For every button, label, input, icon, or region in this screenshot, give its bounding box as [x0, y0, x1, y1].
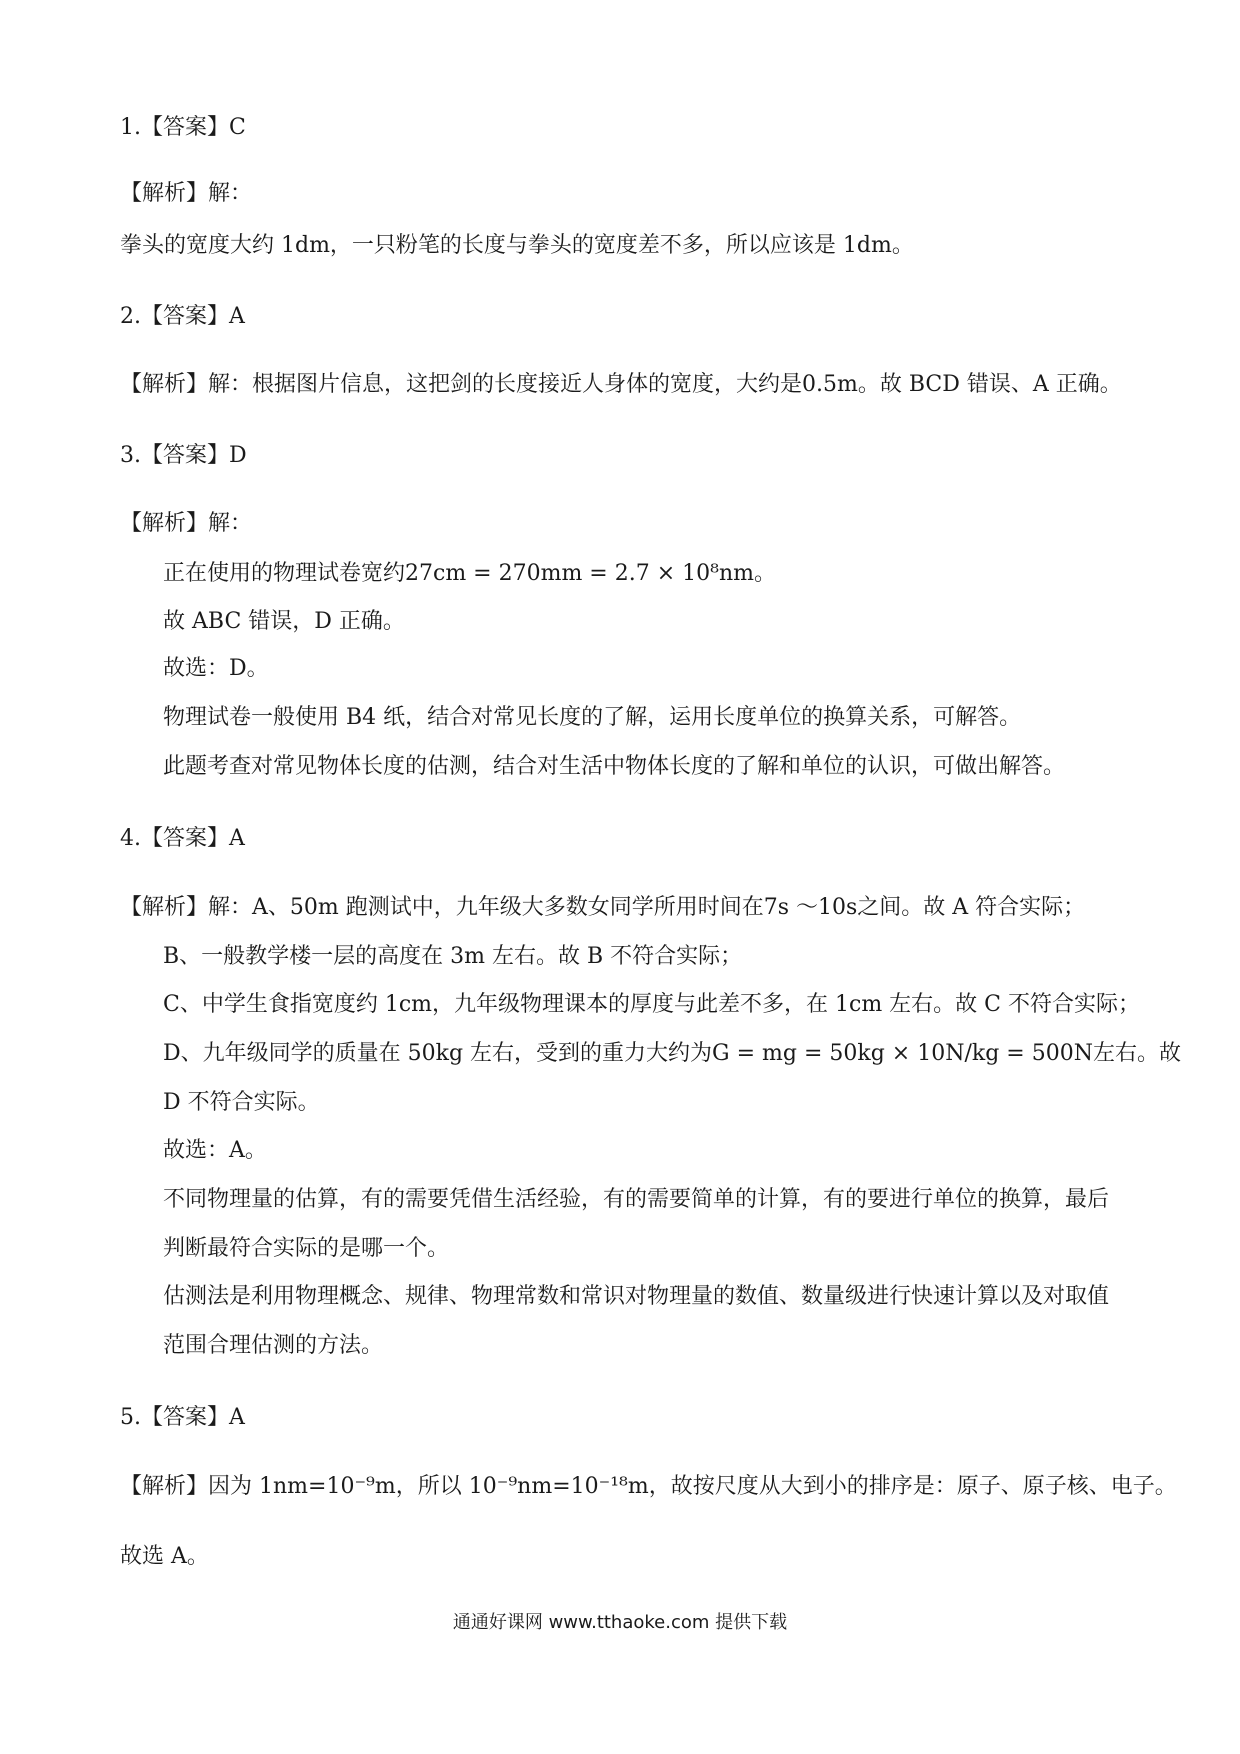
q3-analysis-line: 故选：D。	[163, 656, 269, 681]
q4-analysis-line: C、中学生食指宽度约 1cm，九年级物理课本的厚度与此差不多，在 1cm 左右。故 C 不符合实际；	[163, 992, 1140, 1017]
q3-analysis-line: 物理试卷一般使用 B4 纸，结合对常见长度的了解，运用长度单位的换算关系，可解答。	[163, 705, 1022, 730]
page-footer: 通通好课网 www.tthaoke.com 提供下载	[452, 1612, 788, 1633]
q4-analysis-line: 故选：A。	[163, 1138, 267, 1163]
q4-analysis-line: D 不符合实际。	[163, 1090, 320, 1115]
q1-analysis-head: 【解析】解：	[120, 181, 253, 206]
q1-answer: 1.【答案】C	[120, 115, 246, 140]
q1-analysis-line: 拳头的宽度大约 1dm，一只粉笔的长度与拳头的宽度差不多，所以应该是 1dm。	[120, 233, 914, 258]
q4-analysis-line: 不同物理量的估算，有的需要凭借生活经验，有的需要简单的计算，有的要进行单位的换算，最后	[163, 1187, 1110, 1212]
q4-analysis-line: 范围合理估测的方法。	[163, 1333, 384, 1358]
q5-answer: 5.【答案】A	[120, 1405, 245, 1430]
q3-analysis-line: 正在使用的物理试卷宽约27cm = 270mm = 2.7 × 10⁸nm。	[163, 561, 776, 586]
q5-analysis-line: 故选 A。	[120, 1544, 209, 1569]
q2-answer: 2.【答案】A	[120, 304, 245, 329]
q4-analysis-line: 判断最符合实际的是哪一个。	[163, 1236, 450, 1261]
q4-analysis-line: 估测法是利用物理概念、规律、物理常数和常识对物理量的数值、数量级进行快速计算以及对取值	[163, 1284, 1110, 1309]
q2-analysis-line: 【解析】解：根据图片信息，这把剑的长度接近人身体的宽度，大约是0.5m。故 BCD 错误、A 正确。	[120, 372, 1122, 397]
q4-answer: 4.【答案】A	[120, 826, 245, 851]
q5-analysis-line: 【解析】因为 1nm=10⁻⁹m，所以 10⁻⁹nm=10⁻¹⁸m，故按尺度从大到小的排序是：原子、原子核、电子。	[120, 1474, 1177, 1499]
q4-analysis-first: 【解析】解：A、50m 跑测试中，九年级大多数女同学所用时间在7s ～10s之间。故 A 符合实际；	[120, 895, 1086, 920]
q3-analysis-line: 故 ABC 错误，D 正确。	[163, 609, 405, 634]
q3-analysis-line: 此题考查对常见物体长度的估测，结合对生活中物体长度的了解和单位的认识，可做出解答。	[163, 754, 1066, 779]
q4-analysis-line: B、一般教学楼一层的高度在 3m 左右。故 B 不符合实际；	[163, 944, 743, 969]
q3-answer: 3.【答案】D	[120, 443, 247, 468]
q3-analysis-head: 【解析】解：	[120, 511, 253, 536]
q4-analysis-line: D、九年级同学的质量在 50kg 左右，受到的重力大约为G = mg = 50kg × 10N/kg = 500N左右。故	[163, 1041, 1181, 1066]
